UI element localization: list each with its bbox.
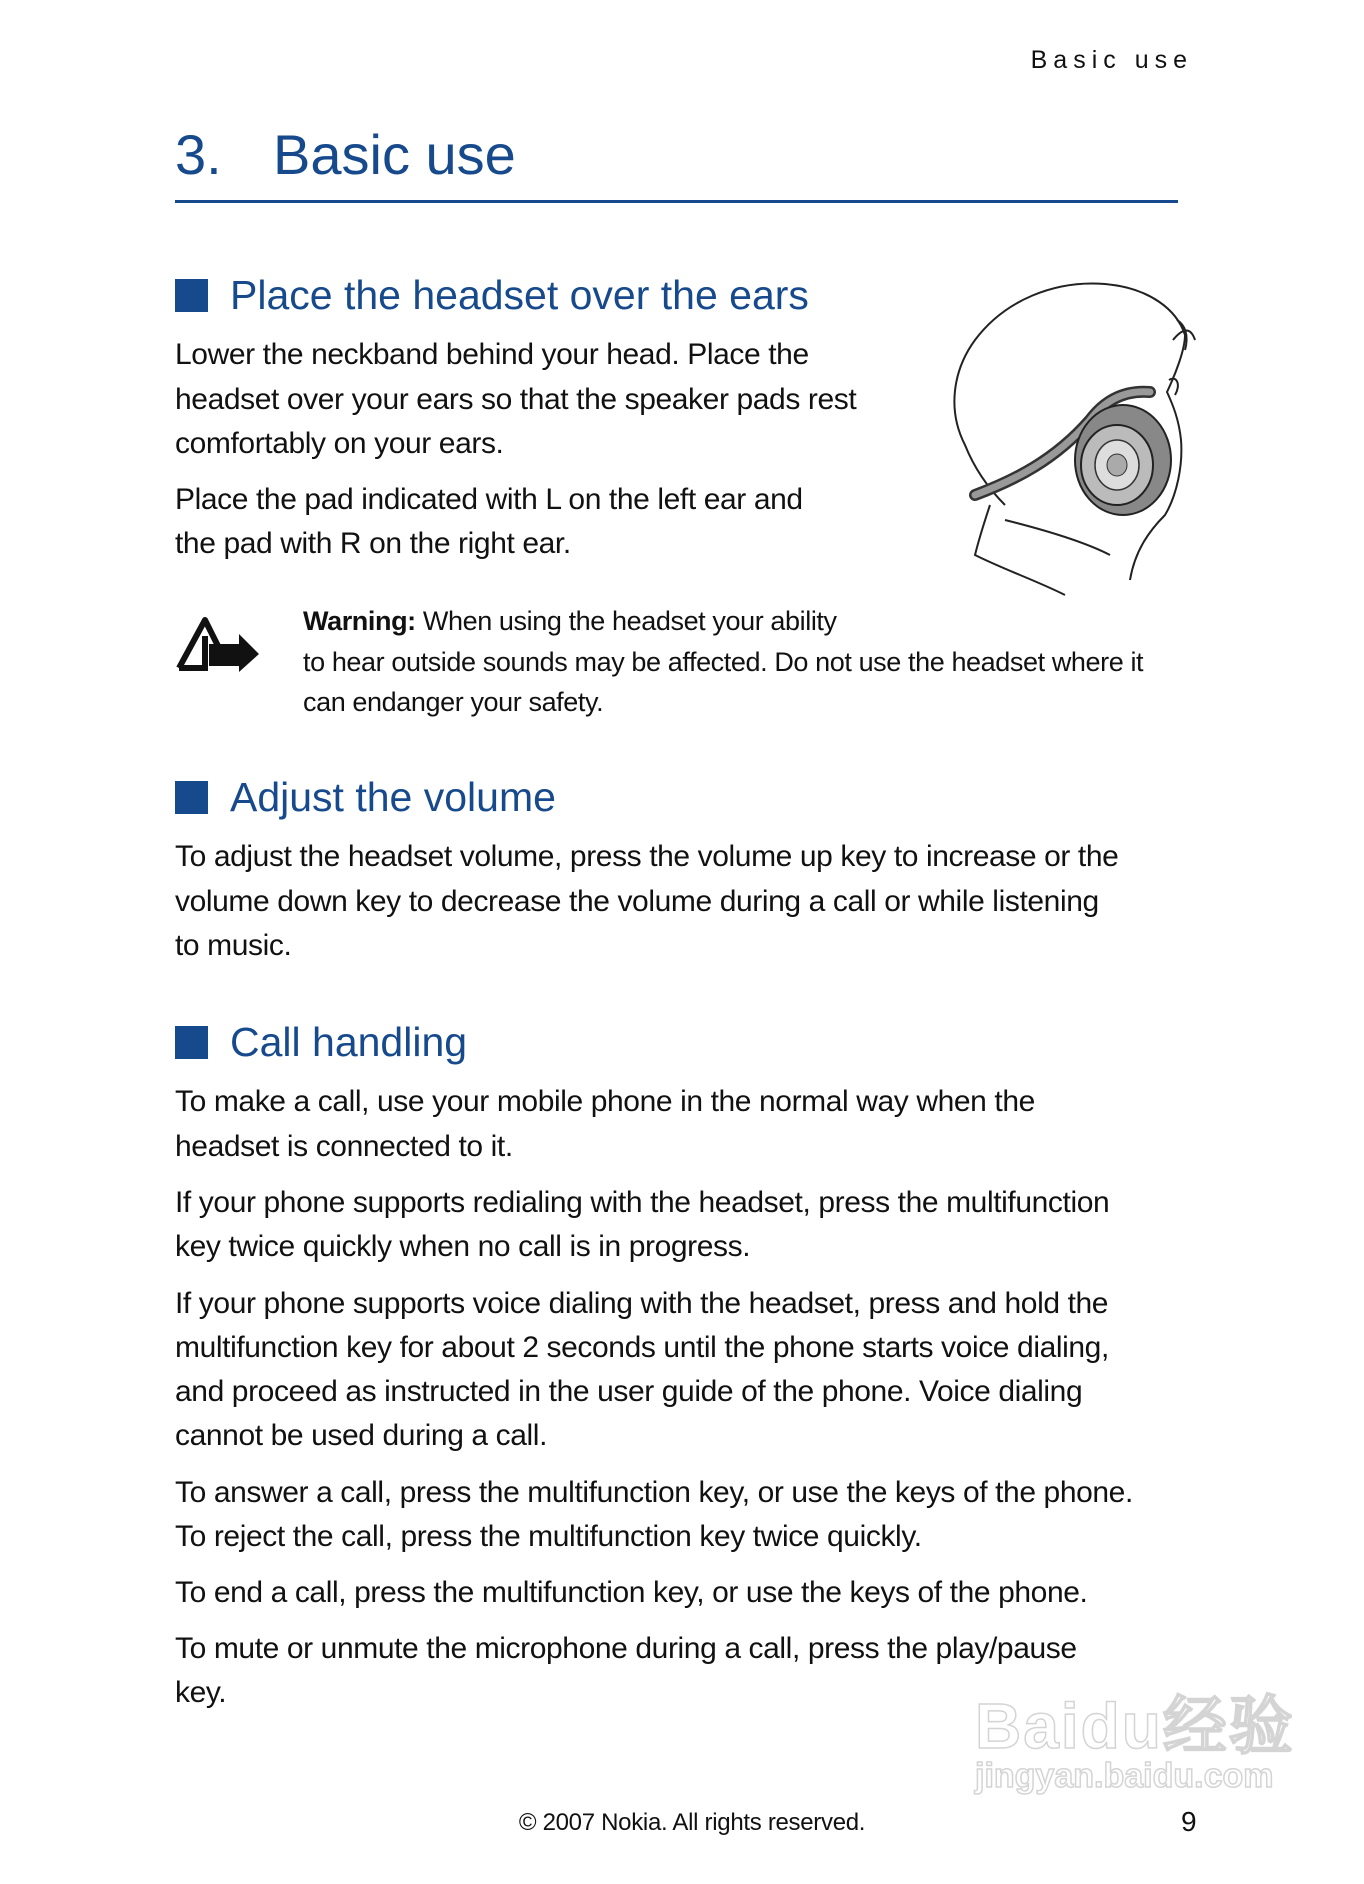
chapter-number: 3. (175, 123, 222, 186)
heading-bullet-icon (175, 1026, 208, 1059)
watermark-url: jingyan.baidu.com (975, 1757, 1274, 1795)
body-line: headset over your ears so that the speaker pads rest (175, 383, 857, 416)
section-heading (175, 1019, 467, 1066)
section-heading (175, 272, 809, 319)
body-line: the pad with R on the right ear. (175, 527, 571, 560)
warning-line: can endanger your safety. (303, 687, 604, 717)
warning-triangle-arrow-icon (175, 614, 261, 672)
section-heading-text: Call handling (230, 1019, 468, 1065)
body-line: Place the pad indicated with L on the left ear and (175, 483, 803, 516)
section-heading-text: Place the headset over the ears (230, 272, 809, 318)
body-line: If your phone supports voice dialing with the headset, press and hold the (175, 1287, 1109, 1320)
body-line: key twice quickly when no call is in progress. (175, 1230, 751, 1263)
body-line: key. (175, 1676, 227, 1709)
section-heading-text: Adjust the volume (230, 774, 556, 820)
copyright-footer: © 2007 Nokia. All rights reserved. (518, 1809, 866, 1836)
warning-label: Warning: (303, 606, 416, 636)
heading-bullet-icon (175, 279, 208, 312)
body-line: and proceed as instructed in the user guide of the phone. Voice dialing (175, 1375, 1083, 1408)
body-line: comfortably on your ears. (175, 427, 504, 460)
title-rule (175, 200, 1178, 203)
section-heading (175, 774, 556, 821)
heading-bullet-icon (175, 781, 208, 814)
warning-line: to hear outside sounds may be affected. Do not use the headset where it (303, 647, 1144, 677)
body-line: To adjust the headset volume, press the volume up key to increase or the (175, 840, 1119, 873)
body-line: To answer a call, press the multifunction key, or use the keys of the phone. (175, 1476, 1133, 1509)
chapter-title (175, 122, 516, 187)
headset-illustration (945, 280, 1205, 600)
body-line: To reject the call, press the multifunction key twice quickly. (175, 1520, 922, 1553)
body-line: To mute or unmute the microphone during a call, press the play/pause (175, 1632, 1077, 1665)
body-line: If your phone supports redialing with the headset, press the multifunction (175, 1186, 1110, 1219)
chapter-title-text: Basic use (273, 123, 516, 186)
page-number: 9 (1181, 1806, 1197, 1837)
body-line: To end a call, press the multifunction key, or use the keys of the phone. (175, 1576, 1088, 1609)
body-line: Lower the neckband behind your head. Place the (175, 338, 809, 371)
body-line: volume down key to decrease the volume during a call or while listening (175, 885, 1099, 918)
running-header: Basic use (1030, 46, 1193, 74)
body-line: To make a call, use your mobile phone in the normal way when the (175, 1085, 1035, 1118)
body-line: cannot be used during a call. (175, 1419, 547, 1452)
watermark-logo: Baidu经验 (975, 1690, 1295, 1762)
warning-line: Warning: When using the headset your ability (303, 606, 837, 636)
baidu-watermark (975, 1690, 1295, 1795)
body-line: multifunction key for about 2 seconds until the phone starts voice dialing, (175, 1331, 1109, 1364)
body-line: headset is connected to it. (175, 1130, 513, 1163)
body-line: to music. (175, 929, 292, 962)
